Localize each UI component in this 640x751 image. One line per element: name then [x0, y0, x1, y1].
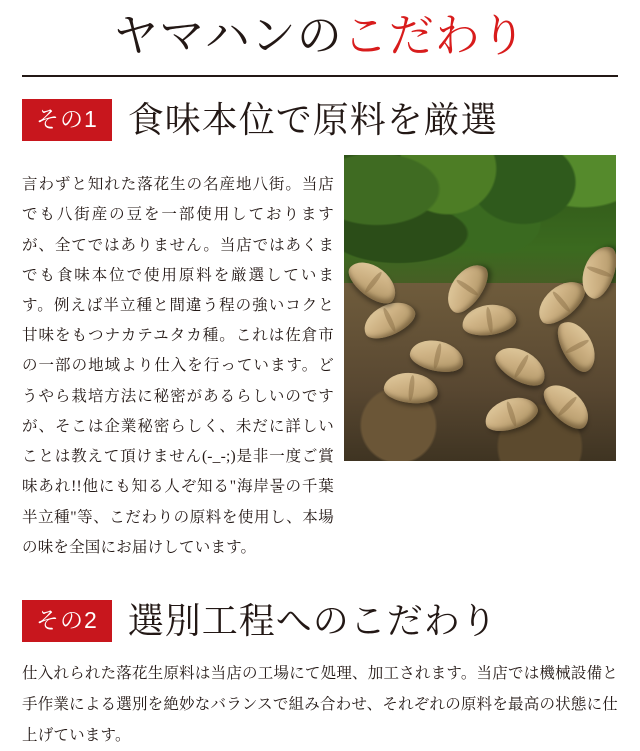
photo-canvas: [344, 155, 616, 461]
section-2-title: 選別工程へのこだわり: [127, 601, 498, 642]
page-title-accent: こだわり: [342, 11, 527, 61]
page-title-prefix: ヤマハンの: [113, 11, 343, 61]
section-2-badge: その2: [22, 600, 112, 642]
peanut-harvest-photo: [344, 155, 616, 461]
section-1-paragraph: 言わずと知れた落花生の名産地八街。当店でも八街産の豆を一部使用しておりますが、全てではありません。当店ではあくまでも食味本位で使用原料を厳選しています。例えば半立種と間違う程の強いコクと甘味をもつナカテユタカ種。これは佐倉市の一部の地域より仕入を行っています。どうやら栽培方法に秘密があるらしいのですが、そこは企業秘密らしく、未だに詳しいことは教えて頂けません(-_-;)是非一度ご賞味あれ!!他にも知る人ぞ知る"海岸물の千葉半立種"等、こだわりの原料を使用し、本場の味を全国にお届けしています。: [22, 176, 334, 556]
page-title: [22, 0, 618, 77]
section-2-paragraph: 仕入れられた落花生原料は当店の工場にて処理、加工されます。当店では機械設備と手作業による選別を絶妙なバランスで組み合わせ、それぞれの原料を最高の状態に仕上げています。: [22, 665, 618, 745]
section-1-title: 食味本位で原料を厳選: [127, 99, 498, 140]
section-1-heading: [22, 99, 618, 141]
section-1-body: [22, 155, 618, 579]
photo-peanut-layer: [344, 155, 616, 461]
section-2-heading: [22, 600, 618, 642]
section-1-badge: その1: [22, 99, 112, 141]
